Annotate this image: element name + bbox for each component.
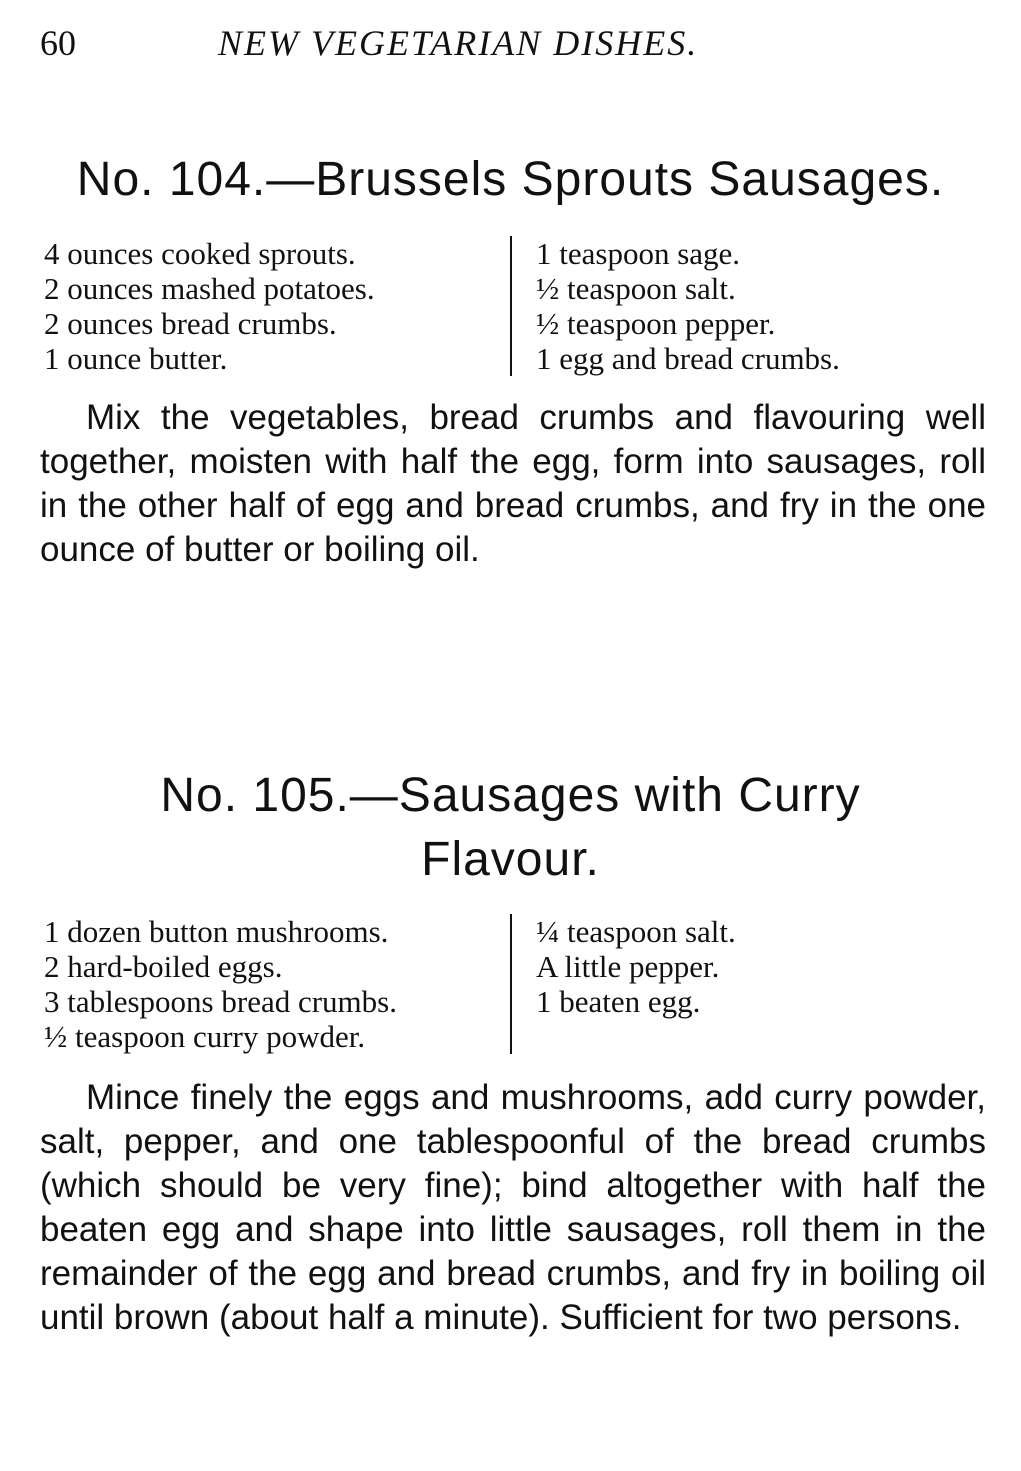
ingredient-item: 4 ounces cooked sprouts.: [44, 236, 356, 271]
ingredient-list-right: [536, 236, 840, 376]
column-divider: [510, 236, 512, 376]
ingredient-item: 1 ounce butter.: [44, 341, 228, 376]
recipe-105-title-line2: Flavour.: [421, 833, 600, 886]
column-divider: [510, 914, 512, 1054]
recipe-105-method: Mince finely the eggs and mushrooms, add curry powder, salt, pepper, and one tablespoonful of the bread crumbs (which should be very fine); bind altogether with half the beaten egg and shape into little sausages, roll them in the remainder of the egg and bread crumbs, and fry in boiling oil until brown (about half a minute). Sufficient for two persons.: [40, 1078, 986, 1337]
ingredient-item: ½ teaspoon pepper.: [536, 306, 776, 341]
ingredient-list-left: [44, 236, 510, 376]
ingredient-item: 2 ounces mashed potatoes.: [44, 271, 375, 306]
ingredient-item: ½ teaspoon curry powder.: [44, 1019, 366, 1054]
page-header: [40, 22, 1000, 72]
ingredient-list-right: [536, 914, 736, 1054]
recipe-105-title-line1: No. 105.—Sausages with Curry: [160, 769, 861, 822]
ingredient-item: 1 dozen button mushrooms.: [44, 914, 389, 949]
ingredient-item: ½ teaspoon salt.: [536, 271, 736, 306]
recipe-104-ingredients: [44, 236, 984, 376]
ingredient-item: 1 egg and bread crumbs.: [536, 341, 840, 376]
recipe-104-title: No. 104.—Brussels Sprouts Sausages.: [76, 153, 945, 206]
ingredient-item: 2 hard-boiled eggs.: [44, 949, 283, 984]
ingredient-item: 2 ounces bread crumbs.: [44, 306, 337, 341]
page-number: 60: [40, 23, 76, 63]
ingredient-item: A little pepper.: [536, 949, 720, 984]
ingredient-item: 1 beaten egg.: [536, 984, 701, 1019]
ingredient-item: ¼ teaspoon salt.: [536, 914, 736, 949]
ingredient-item: 1 teaspoon sage.: [536, 236, 741, 271]
recipe-105-ingredients: [44, 914, 984, 1054]
ingredient-list-left: [44, 914, 510, 1054]
ingredient-item: 3 tablespoons bread crumbs.: [44, 984, 397, 1019]
running-head: NEW VEGETARIAN DISHES.: [218, 23, 699, 63]
recipe-104-method: Mix the vegetables, bread crumbs and flavouring well together, moisten with half the egg, form into sausages, roll in the other half of egg and bread crumbs, and fry in the one ounce of butter or boiling oil.: [40, 398, 986, 569]
